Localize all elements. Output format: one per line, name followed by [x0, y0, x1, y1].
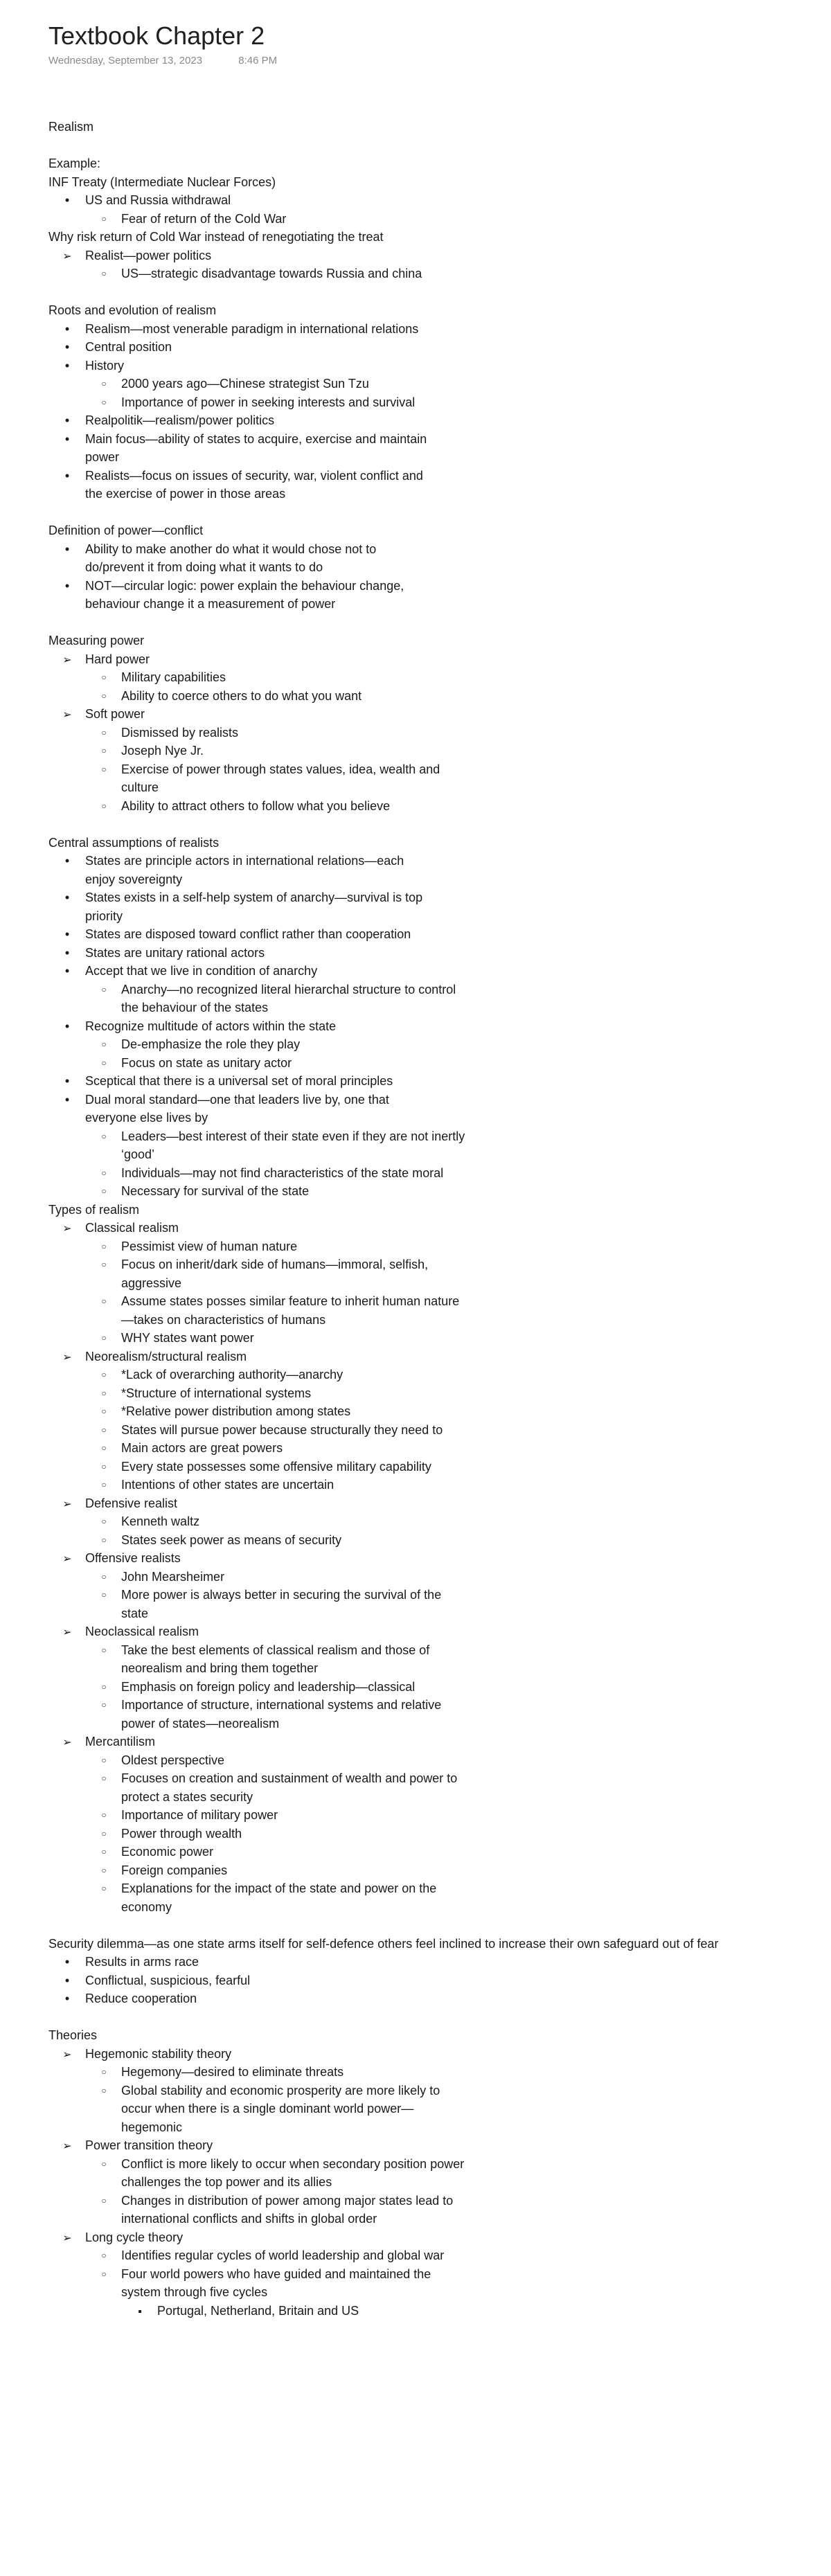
list-item: [48, 1348, 431, 1366]
list-item-text: Main actors are great powers: [121, 1441, 283, 1455]
list-item: [48, 577, 431, 614]
list-item: [48, 1641, 472, 1678]
list-item-text: Hegemony—desired to eliminate threats: [121, 2065, 344, 2079]
circle-bullet-icon: [97, 1512, 111, 1531]
circle-bullet-icon: [97, 1586, 111, 1604]
circle-bullet-icon: [97, 1384, 111, 1403]
list-item: [48, 265, 472, 283]
list-item-text: Every state possesses some offensive military capability: [121, 1459, 431, 1474]
list-item-text: Offensive realists: [85, 1551, 181, 1565]
list-item: [48, 191, 431, 210]
list-item: [48, 1255, 472, 1292]
dot-bullet-icon: [60, 925, 74, 944]
arrow-bullet-icon: [60, 1348, 74, 1368]
list-item: [48, 888, 431, 925]
list-item-text: Realists—focus on issues of security, war, violent conflict and the exercise of power in those areas: [85, 468, 423, 501]
circle-bullet-icon: [97, 1641, 111, 1660]
list-item: [48, 1421, 472, 1440]
dot-bullet-icon: [60, 888, 74, 907]
blank-line: [48, 614, 783, 632]
dot-bullet-icon: [60, 944, 74, 963]
circle-bullet-icon: [97, 393, 111, 412]
list-item-text: *Relative power distribution among states: [121, 1404, 351, 1418]
list-item: [48, 1476, 472, 1494]
list-item: [48, 1733, 431, 1751]
list-item-text: Individuals—may not find characteristics of the state moral: [121, 1165, 444, 1180]
arrow-bullet-icon: [60, 705, 74, 725]
circle-bullet-icon: [97, 1255, 111, 1274]
list-item: [48, 1531, 472, 1550]
note-timestamp: [48, 54, 783, 68]
circle-bullet-icon: [97, 1127, 111, 1146]
blank-line: [48, 136, 783, 155]
list-item-text: States are disposed toward conflict rather than cooperation: [85, 927, 411, 941]
blank-line: [48, 2008, 783, 2027]
list-item-text: Importance of power in seeking interests and survival: [121, 395, 416, 409]
list-item: [48, 393, 472, 412]
list-item: [48, 1219, 431, 1237]
list-item: [48, 705, 431, 724]
circle-bullet-icon: [97, 1421, 111, 1440]
list-item-text: Ability to make another do what it would chose not to do/prevent it from doing what it wants to do: [85, 542, 377, 574]
list-item-text: Economic power: [121, 1845, 214, 1859]
list-item-text: States are unitary rational actors: [85, 945, 265, 960]
list-item-text: History: [85, 358, 125, 373]
list-item: [48, 247, 431, 265]
dot-bullet-icon: [60, 1953, 74, 1971]
paragraph: Theories: [48, 2028, 98, 2042]
dot-bullet-icon: [60, 1989, 74, 2008]
list-item-text: John Mearsheimer: [121, 1569, 225, 1584]
dot-bullet-icon: [60, 540, 74, 559]
list-item-text: Changes in distribution of power among major states lead to international conflicts and shifts in global order: [121, 2193, 454, 2226]
list-item-text: *Structure of international systems: [121, 1386, 312, 1400]
list-item-text: Ability to attract others to follow what you believe: [121, 798, 391, 813]
list-item: [48, 981, 472, 1017]
list-item: [48, 2063, 472, 2082]
list-item-text: 2000 years ago—Chinese strategist Sun Tzu: [121, 377, 369, 391]
list-item: [48, 742, 472, 760]
paragraph: Security dilemma—as one state arms itself for self-defence others feel inclined to increase their own safeguard out of fear: [48, 1936, 719, 1951]
list-item-text: Central position: [85, 340, 172, 354]
list-item: [48, 1825, 472, 1843]
list-item: [48, 1127, 472, 1164]
list-item: [48, 2136, 431, 2155]
list-item: [48, 1879, 472, 1916]
list-item-text: Foreign companies: [121, 1863, 228, 1877]
circle-bullet-icon: [97, 797, 111, 816]
list-item: [48, 2082, 472, 2137]
list-item-text: Recognize multitude of actors within the state: [85, 1019, 337, 1033]
circle-bullet-icon: [97, 2192, 111, 2210]
dot-bullet-icon: [60, 411, 74, 430]
list-item: [48, 1989, 431, 2008]
blank-line: [48, 815, 783, 834]
list-item-text: Classical realism: [85, 1221, 179, 1235]
circle-bullet-icon: [97, 2246, 111, 2265]
circle-bullet-icon: [97, 210, 111, 229]
dot-bullet-icon: [60, 1072, 74, 1091]
list-item: [48, 1091, 431, 1127]
list-item-text: Focus on inherit/dark side of humans—immoral, selfish, aggressive: [121, 1258, 429, 1290]
arrow-bullet-icon: [60, 1622, 74, 1643]
dot-bullet-icon: [60, 1971, 74, 1990]
paragraph: Why risk return of Cold War instead of renegotiating the treat: [48, 230, 384, 244]
list-item: [48, 1622, 431, 1641]
list-item: [48, 1971, 431, 1990]
list-item-text: US and Russia withdrawal: [85, 193, 231, 207]
list-item-text: Sceptical that there is a universal set of moral principles: [85, 1074, 393, 1088]
list-item-text: WHY states want power: [121, 1331, 254, 1345]
arrow-bullet-icon: [60, 2136, 74, 2156]
circle-bullet-icon: [97, 1879, 111, 1898]
list-item: [48, 1549, 431, 1568]
list-item: [48, 2155, 472, 2192]
list-item-text: Long cycle theory: [85, 2230, 184, 2244]
list-item-text: Mercantilism: [85, 1735, 156, 1748]
dot-bullet-icon: [60, 852, 74, 870]
list-item: [48, 852, 431, 888]
list-item: [48, 2265, 472, 2302]
list-item: [48, 1017, 431, 1036]
list-item: [48, 357, 431, 375]
paragraph: Example:: [48, 156, 101, 170]
list-item-text: Take the best elements of classical realism and those of neorealism and bring them together: [121, 1643, 430, 1675]
list-item-text: States exists in a self-help system of anarchy—survival is top priority: [85, 891, 423, 923]
circle-bullet-icon: [97, 1861, 111, 1880]
circle-bullet-icon: [97, 2155, 111, 2174]
dot-bullet-icon: [60, 357, 74, 375]
list-item: [48, 925, 431, 944]
list-item-text: States will pursue power because structurally they need to: [121, 1422, 443, 1437]
list-item-text: States seek power as means of security: [121, 1532, 342, 1547]
list-item-text: Realpolitik—realism/power politics: [85, 413, 275, 427]
list-item: [48, 760, 472, 797]
list-item: [48, 2045, 431, 2064]
list-item: [48, 1182, 472, 1201]
list-item-text: Global stability and economic prosperity are more likely to occur when there is a single dominant world power—hegemonic: [121, 2083, 440, 2134]
list-item-text: NOT—circular logic: power explain the behaviour change, behaviour change it a measurement of power: [85, 578, 404, 611]
list-item: [48, 962, 431, 981]
blank-line: [48, 283, 783, 302]
circle-bullet-icon: [97, 1531, 111, 1550]
circle-bullet-icon: [97, 981, 111, 999]
circle-bullet-icon: [97, 1329, 111, 1348]
list-item-text: Oldest perspective: [121, 1753, 225, 1767]
dot-bullet-icon: [60, 320, 74, 339]
list-item: [48, 797, 472, 816]
circle-bullet-icon: [97, 760, 111, 779]
list-item: [48, 430, 431, 467]
circle-bullet-icon: [97, 1458, 111, 1476]
circle-bullet-icon: [97, 687, 111, 706]
list-item-text: Portugal, Netherland, Britain and US: [157, 2303, 359, 2318]
list-item: [48, 1751, 472, 1770]
list-item: [48, 338, 431, 357]
arrow-bullet-icon: [60, 1733, 74, 1753]
list-item-text: Reduce cooperation: [85, 1992, 197, 2005]
list-item-text: Pessimist view of human nature: [121, 1239, 298, 1253]
list-item-text: Accept that we live in condition of anarchy: [85, 964, 318, 978]
list-item-text: Focuses on creation and sustainment of wealth and power to protect a states security: [121, 1771, 458, 1804]
circle-bullet-icon: [97, 668, 111, 687]
arrow-bullet-icon: [60, 247, 74, 267]
list-item: [48, 2302, 531, 2320]
list-item-text: Main focus—ability of states to acquire, exercise and maintain power: [85, 431, 427, 464]
list-item: [48, 1769, 472, 1806]
page-title: Textbook Chapter 2: [48, 21, 265, 50]
list-item: [48, 1953, 431, 1971]
circle-bullet-icon: [97, 1696, 111, 1715]
list-item: [48, 1402, 472, 1421]
note-content: [48, 118, 783, 2320]
list-item-text: Defensive realist: [85, 1496, 178, 1510]
list-item: [48, 668, 472, 687]
list-item: [48, 1237, 472, 1256]
circle-bullet-icon: [97, 2265, 111, 2284]
circle-bullet-icon: [97, 724, 111, 742]
circle-bullet-icon: [97, 2082, 111, 2100]
list-item: [48, 1366, 472, 1384]
arrow-bullet-icon: [60, 2045, 74, 2065]
list-item: [48, 1035, 472, 1054]
dot-bullet-icon: [60, 338, 74, 357]
list-item-text: Joseph Nye Jr.: [121, 744, 204, 758]
list-item: [48, 1072, 431, 1091]
paragraph: INF Treaty (Intermediate Nuclear Forces): [48, 175, 276, 189]
list-item: [48, 1384, 472, 1403]
list-item-text: US—strategic disadvantage towards Russia and china: [121, 267, 422, 280]
list-item: [48, 1843, 472, 1861]
list-item-text: Realism—most venerable paradigm in international relations: [85, 321, 419, 336]
list-item: [48, 1568, 472, 1586]
list-item-text: Power transition theory: [85, 2138, 213, 2152]
list-item-text: Neorealism/structural realism: [85, 1349, 247, 1363]
circle-bullet-icon: [97, 1054, 111, 1073]
list-item: [48, 1329, 472, 1348]
paragraph: Roots and evolution of realism: [48, 303, 217, 317]
list-item: [48, 1806, 472, 1825]
list-item: [48, 1861, 472, 1880]
list-item-text: Leaders—best interest of their state even if they are not inertly ‘good’: [121, 1129, 465, 1161]
paragraph: Types of realism: [48, 1202, 140, 1217]
list-item-text: Power through wealth: [121, 1826, 242, 1841]
list-item: [48, 2228, 431, 2247]
dot-bullet-icon: [60, 191, 74, 210]
list-item: [48, 1458, 472, 1476]
list-item-text: Conflict is more likely to occur when secondary position power challenges the top power and its allies: [121, 2156, 465, 2189]
list-item-text: *Lack of overarching authority—anarchy: [121, 1368, 343, 1381]
circle-bullet-icon: [97, 1035, 111, 1054]
circle-bullet-icon: [97, 1568, 111, 1586]
circle-bullet-icon: [97, 742, 111, 760]
list-item: [48, 375, 472, 393]
circle-bullet-icon: [97, 1476, 111, 1494]
circle-bullet-icon: [97, 1806, 111, 1825]
list-item: [48, 2246, 472, 2265]
arrow-bullet-icon: [60, 650, 74, 670]
list-item: [48, 1678, 472, 1697]
list-item: [48, 650, 431, 669]
list-item: [48, 1494, 431, 1513]
circle-bullet-icon: [97, 1843, 111, 1861]
dot-bullet-icon: [60, 467, 74, 485]
list-item: [48, 724, 472, 742]
paragraph: Measuring power: [48, 634, 145, 647]
list-item-text: Conflictual, suspicious, fearful: [85, 1973, 251, 1987]
square-bullet-icon: [133, 2302, 147, 2322]
list-item: [48, 411, 431, 430]
circle-bullet-icon: [97, 1769, 111, 1788]
list-item-text: Four world powers who have guided and maintained the system through five cycles: [121, 2266, 431, 2299]
list-item-text: Explanations for the impact of the state and power on the economy: [121, 1881, 437, 1914]
paragraph: Realism: [48, 120, 94, 134]
list-item-text: Importance of structure, international systems and relative power of states—neorealism: [121, 1698, 442, 1730]
list-item-text: De-emphasize the role they play: [121, 1037, 301, 1051]
list-item: [48, 467, 431, 503]
circle-bullet-icon: [97, 2063, 111, 2082]
list-item-text: Ability to coerce others to do what you want: [121, 688, 362, 703]
blank-line: [48, 503, 783, 522]
list-item: [48, 540, 431, 577]
dot-bullet-icon: [60, 1017, 74, 1036]
circle-bullet-icon: [97, 375, 111, 393]
list-item-text: Hegemonic stability theory: [85, 2046, 232, 2061]
list-item-text: Importance of military power: [121, 1808, 278, 1822]
list-item: [48, 1054, 472, 1073]
paragraph: Central assumptions of realists: [48, 835, 220, 850]
dot-bullet-icon: [60, 430, 74, 449]
list-item-text: Identifies regular cycles of world leadership and global war: [121, 2248, 445, 2262]
list-item-text: Intentions of other states are uncertain: [121, 1478, 334, 1492]
note-date: Wednesday, September 13, 2023: [48, 55, 203, 66]
circle-bullet-icon: [97, 1164, 111, 1183]
list-item-text: Emphasis on foreign policy and leadership—classical: [121, 1679, 416, 1694]
dot-bullet-icon: [60, 577, 74, 596]
list-item-text: Results in arms race: [85, 1955, 199, 1969]
circle-bullet-icon: [97, 1237, 111, 1256]
list-item-text: More power is always better in securing the survival of the state: [121, 1588, 442, 1620]
dot-bullet-icon: [60, 1091, 74, 1109]
circle-bullet-icon: [97, 1439, 111, 1458]
list-item: [48, 944, 431, 963]
circle-bullet-icon: [97, 265, 111, 283]
list-item-text: Soft power: [85, 707, 145, 721]
list-item-text: Realist—power politics: [85, 248, 212, 262]
list-item-text: Hard power: [85, 652, 150, 666]
list-item: [48, 210, 472, 229]
dot-bullet-icon: [60, 962, 74, 981]
list-item: [48, 2192, 472, 2228]
list-item: [48, 1586, 472, 1622]
list-item: [48, 687, 472, 706]
list-item-text: Military capabilities: [121, 670, 226, 684]
blank-line: [48, 1916, 783, 1935]
note-time: 8:46 PM: [238, 55, 278, 66]
arrow-bullet-icon: [60, 1549, 74, 1569]
circle-bullet-icon: [97, 1825, 111, 1843]
arrow-bullet-icon: [60, 1219, 74, 1239]
list-item: [48, 1696, 472, 1733]
list-item-text: Dismissed by realists: [121, 725, 239, 740]
arrow-bullet-icon: [60, 2228, 74, 2248]
circle-bullet-icon: [97, 1751, 111, 1770]
list-item: [48, 1292, 472, 1329]
arrow-bullet-icon: [60, 1494, 74, 1514]
list-item-text: Anarchy—no recognized literal hierarchal structure to control the behaviour of the states: [121, 982, 456, 1014]
list-item: [48, 1512, 472, 1531]
list-item: [48, 1439, 472, 1458]
list-item-text: Fear of return of the Cold War: [121, 211, 287, 226]
paragraph: Definition of power—conflict: [48, 524, 204, 537]
list-item: [48, 1164, 472, 1183]
list-item-text: Dual moral standard—one that leaders live by, one that everyone else lives by: [85, 1092, 389, 1125]
circle-bullet-icon: [97, 1182, 111, 1201]
list-item-text: Necessary for survival of the state: [121, 1184, 310, 1198]
list-item-text: Neoclassical realism: [85, 1625, 199, 1638]
list-item-text: Focus on state as unitary actor: [121, 1055, 292, 1070]
list-item-text: Kenneth waltz: [121, 1514, 200, 1528]
list-item: [48, 320, 431, 339]
list-item-text: States are principle actors in international relations—each enjoy sovereignty: [85, 854, 404, 886]
circle-bullet-icon: [97, 1366, 111, 1384]
list-item-text: Assume states posses similar feature to inherit human nature—takes on characteristics of humans: [121, 1294, 460, 1327]
note-page: [48, 21, 783, 2320]
circle-bullet-icon: [97, 1678, 111, 1697]
circle-bullet-icon: [97, 1402, 111, 1421]
list-item-text: Exercise of power through states values, idea, wealth and culture: [121, 762, 440, 794]
circle-bullet-icon: [97, 1292, 111, 1311]
